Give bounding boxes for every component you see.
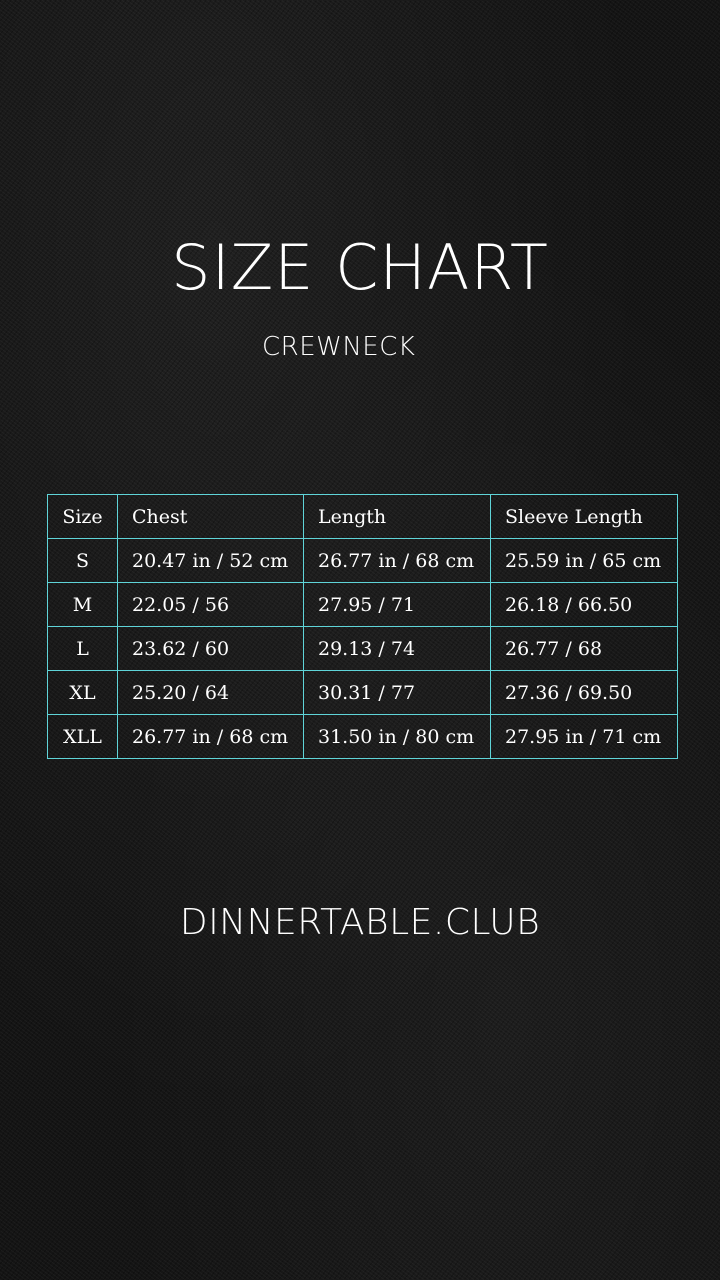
column-header-size: Size — [48, 495, 118, 539]
column-header-chest: Chest — [118, 495, 304, 539]
product-subtitle: CREWNECK — [262, 332, 416, 362]
size-cell: S — [48, 539, 118, 583]
table-row — [48, 539, 678, 583]
chest-cell: 20.47 in / 52 cm — [118, 539, 304, 583]
length-cell: 29.13 / 74 — [304, 627, 491, 671]
sleeve-length-cell: 27.36 / 69.50 — [491, 671, 678, 715]
length-cell: 31.50 in / 80 cm — [304, 715, 491, 759]
length-cell: 30.31 / 77 — [304, 671, 491, 715]
size-cell: XL — [48, 671, 118, 715]
chest-cell: 23.62 / 60 — [118, 627, 304, 671]
table-row — [48, 627, 678, 671]
table-row — [48, 671, 678, 715]
size-cell: M — [48, 583, 118, 627]
table-row — [48, 583, 678, 627]
table-header-row — [48, 495, 678, 539]
chest-cell: 26.77 in / 68 cm — [118, 715, 304, 759]
sleeve-length-cell: 25.59 in / 65 cm — [491, 539, 678, 583]
size-cell: XLL — [48, 715, 118, 759]
page-title: SIZE CHART — [171, 231, 549, 304]
website-link-text: DINNERTABLE.CLUB — [179, 902, 541, 943]
length-cell: 26.77 in / 68 cm — [304, 539, 491, 583]
chest-cell: 25.20 / 64 — [118, 671, 304, 715]
table-row — [48, 715, 678, 759]
sleeve-length-cell: 27.95 in / 71 cm — [491, 715, 678, 759]
column-header-length: Length — [304, 495, 491, 539]
chest-cell: 22.05 / 56 — [118, 583, 304, 627]
sleeve-length-cell: 26.77 / 68 — [491, 627, 678, 671]
size-chart-table — [47, 494, 678, 759]
column-header-sleeve-length: Sleeve Length — [491, 495, 678, 539]
length-cell: 27.95 / 71 — [304, 583, 491, 627]
size-cell: L — [48, 627, 118, 671]
sleeve-length-cell: 26.18 / 66.50 — [491, 583, 678, 627]
